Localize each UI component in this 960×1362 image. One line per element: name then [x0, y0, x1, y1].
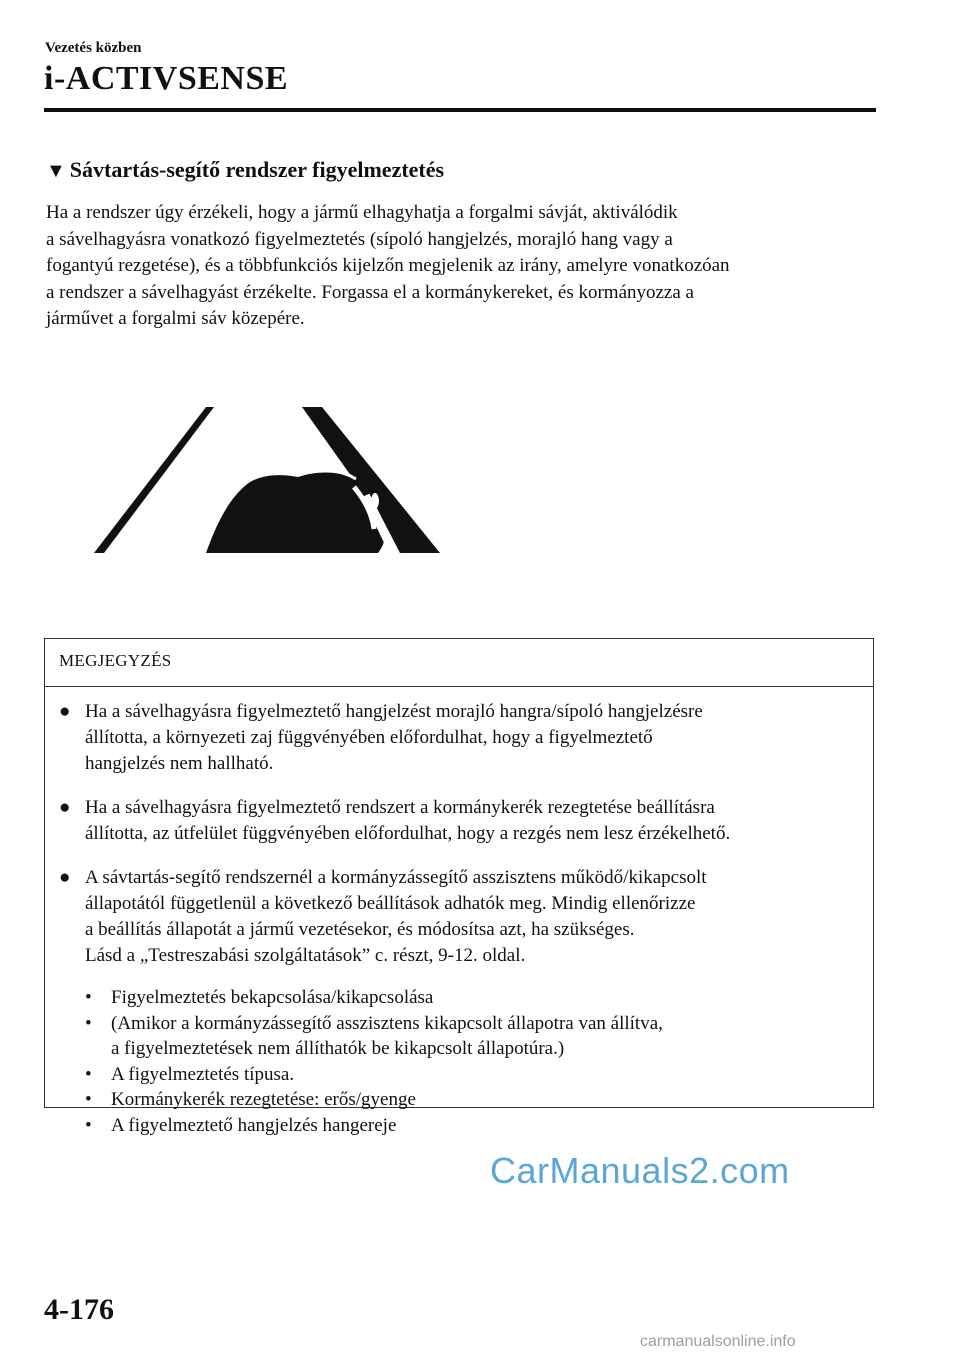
sub-heading: [46, 157, 444, 183]
sub-bullet-icon: •: [85, 1012, 92, 1034]
sub-item: [85, 985, 869, 1011]
sub-line: a figyelmeztetések nem állíthatók be kikapcsolt állapotúra.): [111, 1038, 565, 1059]
note-title-bar: [45, 639, 873, 687]
sub-bullet-icon: •: [85, 1089, 92, 1110]
intro-line: a rendszer a sávelhagyást érzékelte. Forgassa el a kormánykereket, és kormányozza a: [46, 281, 694, 303]
sub-item: [85, 1062, 869, 1088]
note-item: [59, 795, 869, 847]
triangle-marker-icon: ▼: [46, 160, 66, 182]
left-lane-line: [94, 407, 214, 553]
intro-line: Ha a rendszer úgy érzékeli, hogy a jármű elhagyhatja a forgalmi sávját, aktiválódik: [46, 202, 678, 223]
watermark: CarManuals2.com: [490, 1150, 790, 1191]
footer-site-link[interactable]: carmanualsonline.info: [640, 1333, 796, 1350]
sub-list: [85, 985, 869, 1138]
note-line: Ha a sávelhagyásra figyelmeztető rendszert a kormánykerék rezegtetése beállításra: [85, 797, 715, 818]
page-number: 4-176: [44, 1293, 114, 1326]
vehicle-silhouette: [206, 473, 385, 554]
section-title: i-ACTIVSENSE: [44, 60, 289, 97]
sub-line: (Amikor a kormányzássegítő asszisztens kikapcsolt állapotra van állítva,: [111, 1012, 663, 1034]
bullet-icon: ●: [59, 867, 71, 888]
note-box: [44, 638, 874, 1136]
intro-line: fogantyú rezgetése), és a többfunkciós kijelzőn megjelenik az irány, amelyre vonatkozóan: [46, 255, 730, 277]
sub-line: Figyelmeztetés bekapcsolása/kikapcsolása: [111, 987, 434, 1008]
note-line: a beállítás állapotát a jármű vezetésekor, és módosítsa azt, ha szükséges.: [85, 919, 635, 940]
sub-heading-text: Sávtartás-segítő rendszer figyelmeztetés: [69, 157, 445, 182]
note-line: hangjelzés nem hallható.: [85, 753, 274, 774]
note-line: állította, a környezeti zaj függvényében előfordulhat, hogy a figyelmeztető: [85, 727, 653, 748]
header-rule: [44, 108, 876, 112]
lane-departure-warning-icon: [88, 405, 448, 562]
note-line: Lásd a „Testreszabási szolgáltatások” c. részt, 9-12. oldal.: [85, 945, 526, 966]
sub-line: Kormánykerék rezegtetése: erős/gyenge: [111, 1089, 416, 1110]
note-item: [59, 865, 869, 1138]
sub-item: [85, 1113, 869, 1139]
intro-line: járművet a forgalmi sáv közepére.: [46, 308, 305, 330]
note-line: állapotától függetlenül a következő beállítások adhatók meg. Mindig ellenőrizze: [85, 893, 696, 914]
sub-item: [85, 1087, 869, 1113]
sub-item: [85, 1011, 869, 1062]
note-line: Ha a sávelhagyásra figyelmeztető hangjelzést morajló hangra/sípoló hangjelzésre: [85, 701, 703, 722]
sub-line: A figyelmeztető hangjelzés hangereje: [111, 1114, 397, 1136]
note-line: állította, az útfelület függvényében előfordulhat, hogy a rezgés nem lesz érzékelhető.: [85, 823, 731, 844]
chapter-title: Vezetés közben: [45, 40, 142, 56]
sub-bullet-icon: •: [85, 1114, 92, 1136]
note-item: [59, 699, 869, 777]
sub-bullet-icon: •: [85, 987, 92, 1008]
intro-line: a sávelhagyásra vonatkozó figyelmeztetés (sípoló hangjelzés, morajló hang vagy a: [46, 228, 673, 250]
bullet-icon: ●: [59, 701, 71, 722]
note-title: MEGJEGYZÉS: [59, 651, 172, 670]
sub-bullet-icon: •: [85, 1063, 92, 1085]
note-line: A sávtartás-segítő rendszernél a kormányzássegítő asszisztens működő/kikapcsolt: [85, 867, 707, 888]
bullet-icon: ●: [59, 797, 71, 818]
note-body: [59, 699, 869, 1156]
intro-paragraph: [46, 200, 886, 333]
sub-line: A figyelmeztetés típusa.: [111, 1063, 295, 1085]
